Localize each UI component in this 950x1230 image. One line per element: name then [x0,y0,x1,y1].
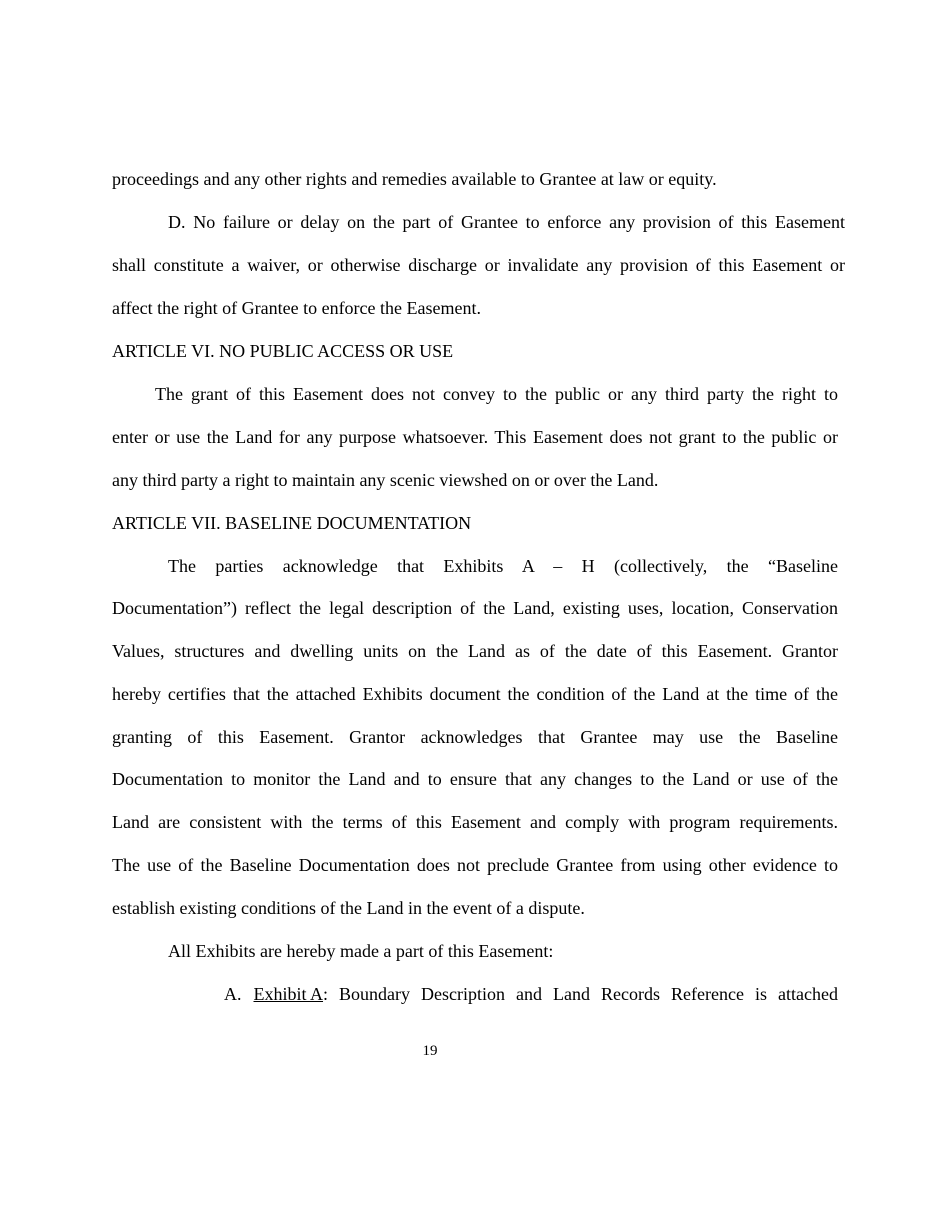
paragraph-d-line: D. No failure or delay on the part of Grantee to enforce any provision of this Easement [168,212,845,232]
body-text-line: Values, structures and dwelling units on the Land as of the date of this Easement. Grantor [112,641,838,661]
body-text-line: The grant of this Easement does not convey to the public or any third party the right to [155,384,838,404]
body-text-line: affect the right of Grantee to enforce the Easement. [112,298,481,318]
exhibit-a-item [224,983,838,1005]
body-text-line: Land are consistent with the terms of this Easement and comply with program requirements. [112,812,838,832]
exhibits-intro: All Exhibits are hereby made a part of this Easement: [168,941,554,961]
body-text-line: The parties acknowledge that Exhibits A – H (collectively, the “Baseline [168,556,838,576]
body-text-line: proceedings and any other rights and remedies available to Grantee at law or equity. [112,169,717,189]
body-text-line: Documentation to monitor the Land and to ensure that any changes to the Land or use of the [112,769,838,789]
body-text-line: Documentation”) reflect the legal description of the Land, existing uses, location, Conservation [112,598,838,618]
body-text-line: The use of the Baseline Documentation does not preclude Grantee from using other evidence to [112,855,838,875]
body-text-line: granting of this Easement. Grantor acknowledges that Grantee may use the Baseline [112,727,838,747]
article-vii-heading: ARTICLE VII. BASELINE DOCUMENTATION [112,513,472,533]
exhibit-a-label: Exhibit A [253,984,324,1004]
list-marker: A. [224,984,242,1004]
body-text-line: establish existing conditions of the Land in the event of a dispute. [112,898,585,918]
page-number: 19 [422,1043,438,1059]
exhibit-a-text: : Boundary Description and Land Records Reference is attached [323,984,838,1004]
body-text-line: enter or use the Land for any purpose whatsoever. This Easement does not grant to the public or [112,427,838,447]
body-text-line: any third party a right to maintain any scenic viewshed on or over the Land. [112,470,659,490]
body-text-line: shall constitute a waiver, or otherwise discharge or invalidate any provision of this Easement or [112,255,845,275]
article-vi-heading: ARTICLE VI. NO PUBLIC ACCESS OR USE [112,341,454,361]
body-text-line: hereby certifies that the attached Exhibits document the condition of the Land at the time of the [112,684,838,704]
